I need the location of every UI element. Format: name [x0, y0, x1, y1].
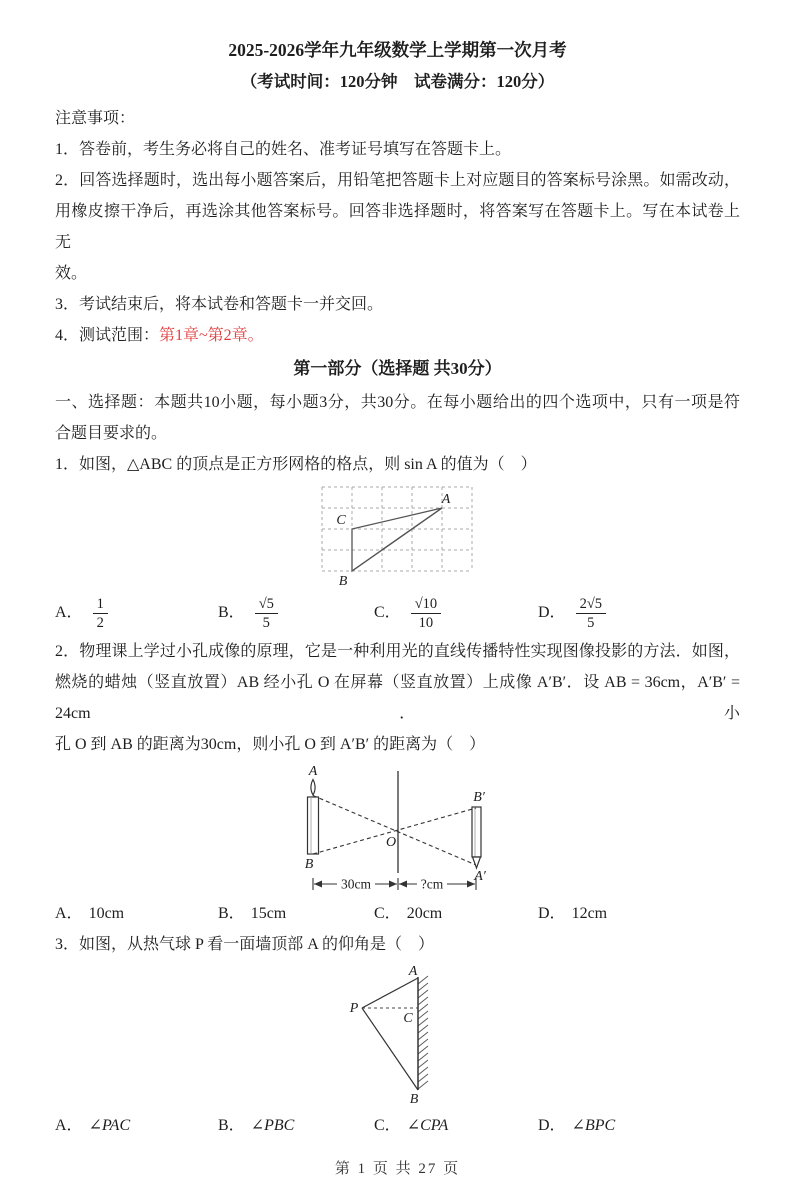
vertex-label-b: B — [338, 574, 347, 588]
dimension-30cm: 30cm — [341, 876, 371, 892]
pinhole-imaging-figure — [285, 764, 510, 894]
notice-item-2-line-2: 用橡皮擦干净后，再选涂其他答案标号。回答非选择题时，将答案写在答题卡上。写在本试卷上无 — [55, 203, 740, 251]
notice-heading: 注意事项： — [55, 110, 136, 127]
dimension-unknown: ?cm — [420, 876, 444, 892]
choice-intro-line-1: 一、选择题：本题共10小题，每小题3分，共30分。在每小题给出的四个选项中，只有一项是符 — [55, 394, 740, 411]
option-1a-letter: A． — [55, 603, 83, 621]
option-2c: C． 20cm — [374, 905, 443, 922]
wall-hatching — [418, 976, 428, 1089]
label-a-prime: A′ — [474, 869, 486, 884]
question-2-stem-line-1: 2．物理课上学过小孔成像的原理，它是一种利用光的直线传播特性实现图像投影的方法．如图， — [55, 643, 740, 660]
right-candle-inverted — [472, 807, 481, 868]
notice-item-2-line-3: 效。 — [55, 265, 88, 282]
option-1d-fraction: $\frac{2√5}{5}$ — [576, 595, 606, 632]
option-3d: D． ∠BPC — [538, 1117, 616, 1134]
option-1c — [374, 595, 538, 632]
question-3-options — [55, 1110, 740, 1141]
light-rays — [313, 796, 476, 866]
question-2-figure-row — [55, 764, 740, 894]
label-b-prime: B′ — [473, 790, 485, 805]
label-o: O — [385, 835, 397, 850]
question-2-stem-line-2: 燃烧的蜡烛（竖直放置）AB 经小孔 O 在屏幕（竖直放置）上成像 A′B′．设 AB = 36cm，A′B′ = 24cm．小 — [55, 674, 740, 722]
label-b: B — [304, 857, 314, 872]
wall-elevation-figure — [340, 964, 455, 1106]
notice-item-4-label: 4．测试范围： — [55, 327, 160, 344]
section-1-heading: 第一部分（选择题 共30分） — [293, 359, 502, 378]
option-3c: C． ∠CPA — [374, 1117, 449, 1134]
label-a: A — [308, 764, 318, 779]
option-1c-fraction: $\frac{√10}{10}$ — [411, 595, 441, 632]
option-1a — [55, 595, 218, 632]
option-1d — [538, 595, 740, 632]
vertex-label-a: A — [441, 492, 450, 507]
page-number-footer: 第 1 页 共 27 页 — [334, 1161, 461, 1177]
option-2a: A． 10cm — [55, 905, 125, 922]
left-candle — [308, 780, 319, 855]
option-1b-letter: B． — [218, 603, 245, 621]
option-2d: D． 12cm — [538, 905, 608, 922]
question-3-figure-row — [55, 964, 740, 1106]
question-1-options — [55, 590, 740, 636]
label-a: A — [408, 964, 418, 979]
option-1c-letter: C． — [374, 603, 401, 621]
choice-intro-line-2: 合题目要求的。 — [55, 425, 168, 442]
option-1b — [218, 595, 374, 632]
label-c: C — [403, 1011, 413, 1026]
question-2-options — [55, 898, 740, 929]
notice-item-3: 3．考试结束后，将本试卷和答题卡一并交回。 — [55, 296, 384, 313]
option-2b: B． 15cm — [218, 905, 287, 922]
question-1-figure-row — [55, 482, 740, 588]
grid-triangle-figure — [317, 482, 479, 588]
option-1d-letter: D． — [538, 603, 566, 621]
question-1-stem: 1．如图，△ABC 的顶点是正方形网格的格点，则 sin A 的值为（ ） — [55, 456, 537, 473]
triangle-abc — [352, 508, 442, 571]
option-3b: B． ∠PBC — [218, 1117, 295, 1134]
question-2-stem-line-3: 孔 O 到 AB 的距离为30cm，则小孔 O 到 A′B′ 的距离为（ ） — [55, 736, 486, 753]
question-3-stem: 3．如图，从热气球 P 看一面墙顶部 A 的仰角是（ ） — [55, 936, 434, 953]
notice-item-4 — [55, 320, 740, 351]
label-p: P — [349, 1001, 359, 1016]
option-1a-fraction: $\frac{1}{2}$ — [93, 595, 108, 632]
exam-title: 2025-2026学年九年级数学上学期第一次月考 — [228, 40, 567, 60]
notice-item-1: 1．答卷前，考生务必将自己的姓名、准考证号填写在答题卡上。 — [55, 141, 512, 158]
option-1b-fraction: $\frac{√5}{5}$ — [255, 595, 278, 632]
sight-lines — [362, 978, 418, 1090]
vertex-label-c: C — [335, 513, 346, 528]
option-3a: A． ∠PAC — [55, 1117, 131, 1134]
test-scope-highlight: 第1章~第2章。 — [159, 327, 264, 344]
label-b: B — [409, 1092, 419, 1106]
exam-subtitle: （考试时间：120分钟 试卷满分：120分） — [240, 72, 555, 91]
notice-item-2-line-1: 2．回答选择题时，选出每小题答案后，用铅笔把答题卡上对应题目的答案标号涂黑。如需改动， — [55, 172, 740, 189]
